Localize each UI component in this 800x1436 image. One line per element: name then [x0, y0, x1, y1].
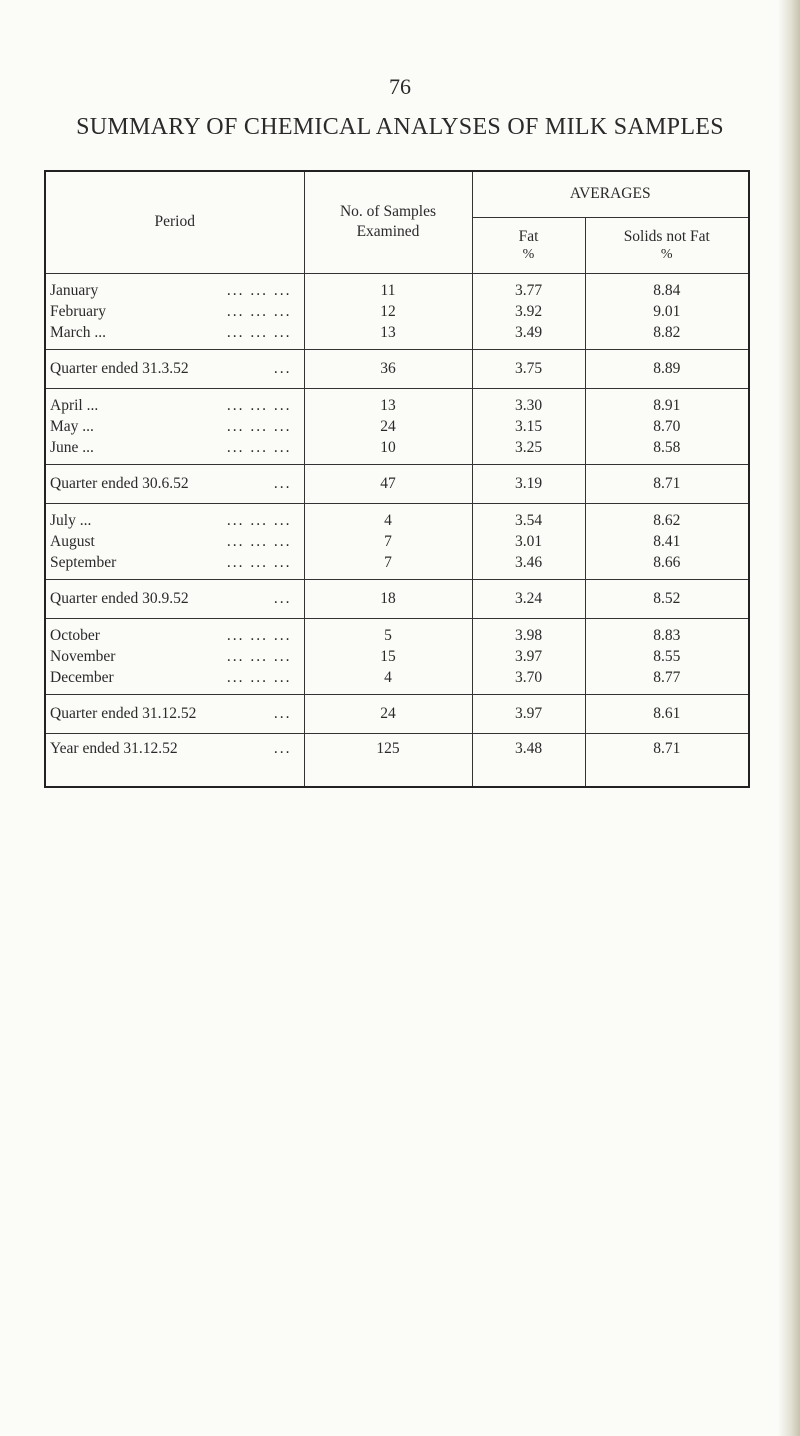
- samples-value: 24: [380, 418, 396, 435]
- year-label: [45, 733, 304, 787]
- leader-dots: ... ... ...: [226, 324, 292, 341]
- month-name: August: [50, 533, 95, 550]
- months-samples: [304, 273, 472, 349]
- month-name: March ...: [50, 324, 106, 341]
- year-snf: 8.71: [585, 733, 749, 787]
- leader-dots: ... ... ...: [226, 627, 292, 644]
- snf-value: 8.58: [653, 439, 681, 456]
- header-fat-label: Fat: [518, 228, 539, 245]
- header-period: Period: [45, 171, 304, 273]
- fat-value: 3.97: [514, 648, 543, 665]
- leader-dots: ... ... ...: [226, 648, 292, 665]
- fat-value: 3.01: [514, 533, 543, 550]
- header-snf-label: Solids not Fat: [623, 228, 710, 245]
- header-fat-percent: %: [522, 247, 535, 262]
- snf-value: 9.01: [653, 303, 681, 320]
- samples-value: 10: [380, 439, 396, 456]
- month-name: June ...: [50, 439, 94, 456]
- month-name: July ...: [50, 512, 92, 529]
- leader-dots: ...: [273, 739, 292, 757]
- samples-value: 4: [384, 669, 392, 686]
- leader-dots: ...: [273, 474, 292, 492]
- table-row-months-q1: [45, 273, 749, 349]
- quarter-label: [45, 694, 304, 733]
- months-snf: [585, 618, 749, 694]
- quarter-samples: 47: [304, 464, 472, 503]
- quarter-name: Quarter ended 31.12.52: [50, 704, 197, 722]
- quarter-samples: 36: [304, 349, 472, 388]
- header-averages: AVERAGES: [472, 171, 749, 217]
- snf-value: 8.83: [653, 627, 681, 644]
- snf-value: 8.77: [653, 669, 681, 686]
- month-name: May ...: [50, 418, 94, 435]
- fat-value: 3.98: [514, 627, 543, 644]
- samples-value: 12: [380, 303, 396, 320]
- leader-dots: ...: [273, 359, 292, 377]
- snf-value: 8.91: [653, 397, 681, 414]
- leader-dots: ...: [273, 704, 292, 722]
- page-title: SUMMARY OF CHEMICAL ANALYSES OF MILK SAMPLES: [76, 114, 724, 140]
- month-name: September: [50, 554, 117, 571]
- quarter-label: [45, 349, 304, 388]
- leader-dots: ... ... ...: [226, 439, 292, 456]
- month-name: April ...: [50, 397, 99, 414]
- header-snf: [585, 217, 749, 273]
- months-labels: [45, 388, 304, 464]
- table-row-months-q2: [45, 388, 749, 464]
- samples-value: 5: [384, 627, 392, 644]
- year-samples: 125: [304, 733, 472, 787]
- quarter-snf: 8.61: [585, 694, 749, 733]
- samples-value: 13: [380, 397, 396, 414]
- header-samples: No. of Samples Examined: [304, 171, 472, 273]
- samples-value: 13: [380, 324, 396, 341]
- samples-value: 7: [384, 554, 392, 571]
- months-snf: [585, 503, 749, 579]
- page-number: 76: [389, 74, 411, 99]
- leader-dots: ... ... ...: [226, 669, 292, 686]
- table-row-quarter-total: [45, 464, 749, 503]
- fat-value: 3.70: [514, 669, 543, 686]
- leader-dots: ...: [273, 589, 292, 607]
- fat-value: 3.30: [514, 397, 543, 414]
- year-fat: 3.48: [472, 733, 585, 787]
- samples-value: 4: [384, 512, 392, 529]
- year-name: Year ended 31.12.52: [50, 739, 178, 757]
- leader-dots: ... ... ...: [226, 533, 292, 550]
- snf-value: 8.82: [653, 324, 681, 341]
- months-labels: [45, 503, 304, 579]
- quarter-snf: 8.89: [585, 349, 749, 388]
- quarter-label: [45, 464, 304, 503]
- months-labels: [45, 273, 304, 349]
- table-row-quarter-total: [45, 349, 749, 388]
- milk-analyses-table: [44, 170, 750, 788]
- page-edge-shadow: [778, 0, 800, 1436]
- months-labels: [45, 618, 304, 694]
- months-fat: [472, 618, 585, 694]
- leader-dots: ... ... ...: [226, 303, 292, 320]
- snf-value: 8.62: [653, 512, 681, 529]
- month-name: February: [50, 303, 106, 320]
- month-name: December: [50, 669, 114, 686]
- quarter-samples: 24: [304, 694, 472, 733]
- fat-value: 3.92: [514, 303, 543, 320]
- snf-value: 8.55: [653, 648, 681, 665]
- quarter-samples: 18: [304, 579, 472, 618]
- leader-dots: ... ... ...: [226, 282, 292, 299]
- header-fat: [472, 217, 585, 273]
- header-snf-percent: %: [660, 247, 673, 262]
- quarter-fat: 3.19: [472, 464, 585, 503]
- quarter-fat: 3.24: [472, 579, 585, 618]
- fat-value: 3.49: [514, 324, 543, 341]
- samples-value: 7: [384, 533, 392, 550]
- fat-value: 3.54: [514, 512, 543, 529]
- months-fat: [472, 273, 585, 349]
- fat-value: 3.46: [514, 554, 543, 571]
- leader-dots: ... ... ...: [226, 554, 292, 571]
- snf-value: 8.66: [653, 554, 681, 571]
- months-samples: [304, 388, 472, 464]
- fat-value: 3.15: [514, 418, 543, 435]
- table-row-months-q4: [45, 618, 749, 694]
- samples-value: 11: [380, 282, 396, 299]
- leader-dots: ... ... ...: [226, 397, 292, 414]
- quarter-name: Quarter ended 30.9.52: [50, 589, 189, 607]
- months-samples: [304, 503, 472, 579]
- months-snf: [585, 388, 749, 464]
- table-row-year-total: [45, 733, 749, 787]
- months-fat: [472, 503, 585, 579]
- fat-value: 3.25: [514, 439, 543, 456]
- fat-value: 3.77: [514, 282, 543, 299]
- quarter-fat: 3.75: [472, 349, 585, 388]
- snf-value: 8.84: [653, 282, 681, 299]
- month-name: October: [50, 627, 100, 644]
- quarter-snf: 8.71: [585, 464, 749, 503]
- table-row-quarter-total: [45, 579, 749, 618]
- samples-value: 15: [380, 648, 396, 665]
- quarter-label: [45, 579, 304, 618]
- months-samples: [304, 618, 472, 694]
- months-snf: [585, 273, 749, 349]
- month-name: November: [50, 648, 116, 665]
- snf-value: 8.41: [653, 533, 681, 550]
- table-row-quarter-total: [45, 694, 749, 733]
- snf-value: 8.70: [653, 418, 681, 435]
- leader-dots: ... ... ...: [226, 512, 292, 529]
- quarter-name: Quarter ended 31.3.52: [50, 359, 189, 377]
- leader-dots: ... ... ...: [226, 418, 292, 435]
- months-fat: [472, 388, 585, 464]
- month-name: January: [50, 282, 99, 299]
- quarter-name: Quarter ended 30.6.52: [50, 474, 189, 492]
- table-row-months-q3: [45, 503, 749, 579]
- quarter-fat: 3.97: [472, 694, 585, 733]
- quarter-snf: 8.52: [585, 579, 749, 618]
